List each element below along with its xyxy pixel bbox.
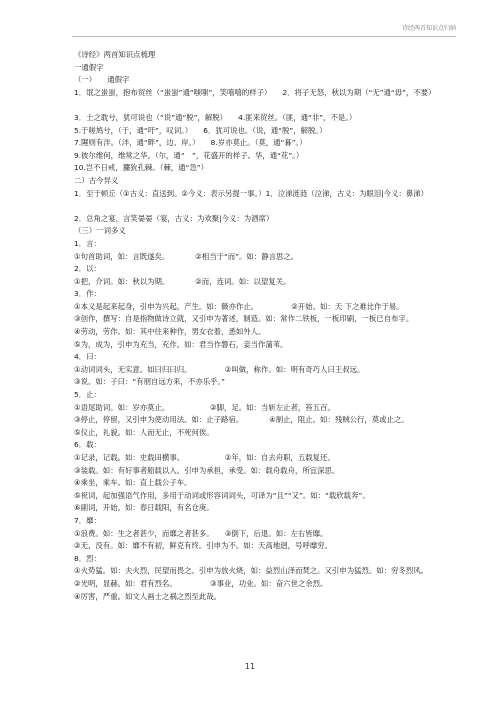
text-line: ③停止，停留，又引申为使动用法。如：止子路宿。 ④制止，阻止。如：残贼公行，莫或止之。 <box>74 415 409 425</box>
text-line: ①语尾助词。如：岁亦莫止。 ②脚，足。如：当斩左止者，笞五百。 <box>74 402 335 412</box>
entry-heading: 3．作： <box>74 289 101 299</box>
text-line: ①句首助词，如：言既遂矣。 ②相当于“而”。如：静言思之。 <box>74 251 299 261</box>
section-heading: 二）古今异义 <box>74 175 119 185</box>
text-line: ⑤祝词，起加强语气作用，多用于动词或形容词词头，可译为“且”“又”。如：“载欣载奔”。 <box>74 490 370 500</box>
text-line: ①本义是起来起身，引申为兴起，产生。如：薇亦作止。 ②开始。如：天 下之难比作于易。 <box>74 301 404 311</box>
entry-heading: 5．止： <box>74 390 101 400</box>
header-rule <box>72 36 456 37</box>
doc-title: 《诗经》两首知识点梳理 <box>74 50 156 59</box>
text-line: ③说。如：子曰：“有朋自远方来，不亦乐乎。” <box>74 377 226 387</box>
text-line: 2．总角之宴，言笑晏晏（宴，古义：为欢聚|今义：为酒席） <box>74 213 274 223</box>
text-line: ⑥副词，开始。如：春日载阳，有名仓庚。 <box>74 503 214 513</box>
text-line: ④厉害，严重。如文人画士之祸之烈至此哉。 <box>74 591 222 601</box>
entry-heading: 8．烈： <box>74 553 101 563</box>
text-line: ①火势猛。如：夫火烈，民望而畏之。引申为放火烧，如：益烈山泽而焚之。又引申为猛烈。如：穷冬烈风。 ②光明，显赫。如：君有烈名。 ③事业，功业。如：奋六世之余烈。 <box>74 566 454 588</box>
entry-heading: 4．曰： <box>74 352 101 362</box>
text-line: 5.于嗟鸠兮，（于，通“吁”，叹词。） 6．犹可说也。（说，通“脱”，解脱。） <box>74 125 327 135</box>
text-line: ③创作，撰写：自是指物做诗立就，又引申为著述，制造。如：常作二铁板，一板印刷，一板已自布字。 <box>74 314 414 324</box>
text-line: ①把，介词。如：秋以为期。 ②而，连词。如：以望复关。 <box>74 276 291 286</box>
text-line: ④劳动，劳作。如：其中往来种作，男女衣着，悉如外人。 <box>74 327 266 337</box>
entry-heading: 6．载： <box>74 440 101 450</box>
subsection-heading: （三）一词多义 <box>74 226 126 236</box>
document-body <box>74 49 460 603</box>
text-line: ①记录，记载。如：史载田横事。 ②年，如：自去舟职，五载复还。 <box>74 453 335 462</box>
text-line: ⑤仪止，礼貌。如：人而无止，不死何俟。 <box>74 427 214 437</box>
text-line: ①动词词头，无实意。如曰归曰归。 ②叫做，称作。如：明有奇巧人曰王叔远。 <box>74 364 365 374</box>
subsection-heading: （一） 通假字 <box>74 75 130 85</box>
text-line: ①浪费。如：生之者甚少，而靡之者甚多。 ③倒下，后退。如：左右皆靡。 <box>74 528 328 538</box>
text-line: 7.隰则有泮。（泮，通“畔”，边、岸。） 8.岁亦莫止。（莫，通“暮”。） <box>74 138 307 148</box>
text-line: 1．至于顿丘（①古义：直送到。②今义：表示另提一事。）1．泣涕涟涟（泣涕，古义：为眼泪|今义：鼻涕） <box>74 188 429 198</box>
entry-heading: 7．靡： <box>74 515 101 525</box>
text-line: 1．氓之蚩蚩，抱布贸丝（“蚩蚩”通“嗤嗤”，笑嘻嘻的样子） 2．将子无怒，秋以为期（“无”通“毋”，不要） <box>74 87 436 97</box>
text-line: ③装载。如：有好事者船载以入。引申为承担，承受。如：载舟载舟，所宜深思。 <box>74 465 340 475</box>
text-line: ②无，没有。如：靡不有初，鲜克有终。引申为不。如：天高地迥，号呼靡穷。 <box>74 541 332 551</box>
text-line: 3．士之耽兮，犹可说也（“说”通“脱”，解脱） 4.匪来贸丝。（匪，通“非”，不是。） <box>74 112 357 122</box>
entry-heading: 2．以： <box>74 264 101 274</box>
text-line: 10.岂不日戒，玁狁孔棘。（棘，通“急”） <box>74 163 208 173</box>
text-line: ④乘坐，乘车。如：直上载公子车。 <box>74 478 192 488</box>
text-line: ⑤为，成为，引申为充当，充作。如：君当作磐石，妾当作蒲苇。 <box>74 339 288 349</box>
page-number: 11 <box>244 662 256 671</box>
section-heading: 一通假字 <box>74 62 104 72</box>
entry-heading: 1．言： <box>74 238 101 248</box>
text-line: 9.彼尔维何，维常之华。（尔，通“ ”，花盛开的样子。华，通“花”。） <box>74 150 304 160</box>
running-header: 诗经两首知识点归纳 <box>401 25 456 32</box>
